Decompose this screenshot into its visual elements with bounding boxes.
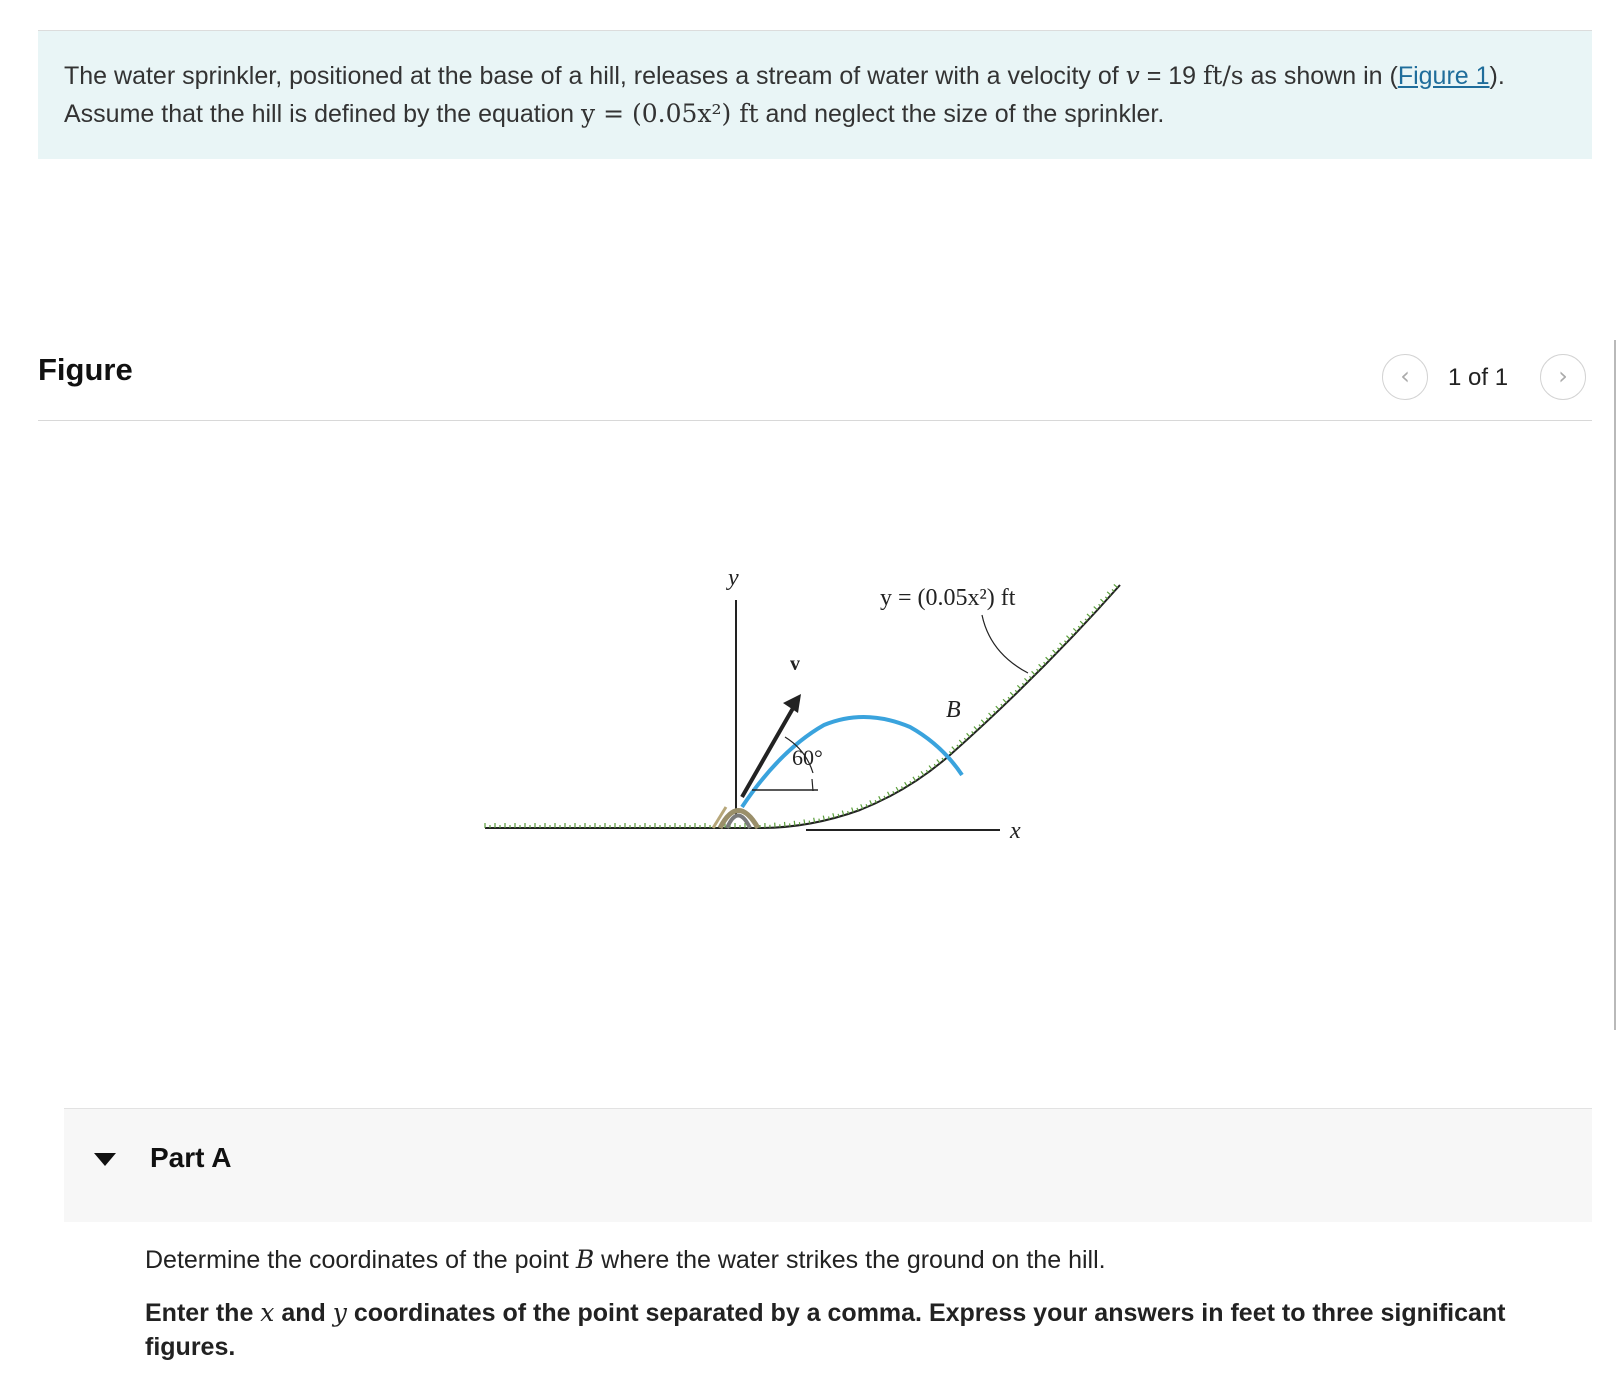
- grass-tick: [1114, 584, 1118, 587]
- grass-tick: [1017, 685, 1020, 689]
- grass-tick: [842, 811, 843, 816]
- page-count: 1 of 1: [1448, 364, 1509, 391]
- question-text-1: Determine the coordinates of the point: [145, 1246, 576, 1274]
- grass-tick: [1046, 657, 1050, 661]
- angle-label: 60°: [792, 745, 823, 770]
- velocity-symbol: v: [1125, 61, 1140, 90]
- instruction-y: y: [332, 1298, 347, 1327]
- grass-tick: [1039, 664, 1043, 668]
- chevron-right-icon[interactable]: ›: [1540, 354, 1586, 400]
- grass-tick: [861, 804, 863, 809]
- grass-tick: [1071, 633, 1073, 635]
- grass-tick: [989, 713, 992, 717]
- point-b-label: B: [946, 697, 961, 723]
- x-axis-label: x: [1010, 818, 1021, 844]
- grass-tick: [1105, 597, 1107, 599]
- grass-tick: [1015, 690, 1017, 692]
- grass-tick: [957, 745, 959, 747]
- grass-tick: [986, 718, 988, 720]
- instruction-x: x: [260, 1298, 275, 1327]
- water-trajectory: [742, 717, 962, 807]
- part-a-header[interactable]: [64, 1108, 1592, 1222]
- sprinkler-diagram: [480, 545, 1140, 865]
- grass-tick: [1092, 612, 1094, 614]
- grass-tick: [1032, 671, 1036, 675]
- grass-tick: [952, 747, 955, 751]
- grass-tick: [879, 796, 881, 800]
- problem-statement: [38, 31, 1592, 159]
- grass-tick: [974, 727, 977, 731]
- velocity-unit: ft/s: [1203, 61, 1244, 90]
- equation-leader-line: [982, 615, 1028, 673]
- grass-tick: [1053, 650, 1057, 653]
- instruction-text-2: and: [274, 1299, 333, 1327]
- grass-tick: [1037, 669, 1039, 671]
- grass-tick: [934, 764, 936, 766]
- grass-tick: [937, 760, 940, 764]
- grass-tick: [809, 821, 810, 824]
- grass-tick: [896, 787, 898, 791]
- y-axis-label: y: [728, 565, 739, 591]
- grass-tick: [1022, 683, 1024, 685]
- part-a-instruction: [145, 1296, 1585, 1364]
- grass-tick: [949, 751, 951, 753]
- problem-text-4: and neglect the size of the sprinkler.: [758, 100, 1165, 128]
- grass-tick: [979, 725, 981, 727]
- grass-tick: [972, 731, 974, 733]
- chevron-left-icon[interactable]: ‹: [1382, 354, 1428, 400]
- angle-arrow-stem: [812, 779, 813, 791]
- grass-tick: [870, 800, 872, 805]
- grass-tick: [1001, 704, 1003, 706]
- grass-tick: [918, 776, 920, 778]
- grass-tick: [888, 792, 890, 796]
- grass-tick: [1060, 643, 1064, 646]
- question-text-2: where the water strikes the ground on the hill.: [594, 1246, 1106, 1274]
- grass-tick: [967, 733, 970, 737]
- ground-profile: [485, 585, 1120, 828]
- instruction-text-1: Enter the: [145, 1299, 261, 1327]
- curve-equation-label: y = (0.05x²) ft: [880, 585, 1016, 611]
- figure-pager: [1382, 354, 1592, 404]
- grass-tick: [1064, 641, 1066, 643]
- question-point: B: [575, 1245, 595, 1274]
- problem-text-3: ). Assume that the hill is defined by the equation: [64, 62, 1505, 128]
- problem-text-1: The water sprinkler, positioned at the base of a hill, releases a stream of water with a velocity of: [64, 62, 1126, 90]
- grass-tick: [1107, 592, 1111, 595]
- grass-tick: [804, 819, 805, 824]
- grass-tick: [1100, 599, 1104, 602]
- grass-tick: [926, 770, 928, 772]
- grass-tick: [1078, 626, 1080, 628]
- grass-tick: [1058, 648, 1060, 650]
- grass-tick: [1085, 619, 1087, 621]
- grass-tick: [964, 738, 966, 740]
- figure-divider: [38, 420, 1592, 421]
- figure-link[interactable]: Figure 1: [1397, 62, 1490, 90]
- scrollbar[interactable]: [1614, 340, 1616, 1030]
- grass-tick: [1051, 655, 1053, 657]
- grass-tick: [819, 819, 820, 822]
- instruction-text-3: coordinates of the point separated by a comma. Express your answers in feet to three significant figures.: [145, 1299, 1506, 1361]
- grass-tick: [1029, 676, 1031, 678]
- grass-tick: [959, 740, 962, 744]
- grass-tick: [1112, 589, 1114, 591]
- figure-heading: Figure: [38, 352, 133, 387]
- velocity-label: v: [790, 653, 800, 675]
- grass-tick: [1024, 678, 1028, 682]
- grass-tick: [1003, 699, 1006, 703]
- grass-tick: [1066, 636, 1070, 639]
- part-a-title: Part A: [150, 1142, 232, 1173]
- grass-tick: [1080, 621, 1084, 624]
- grass-tick: [921, 771, 924, 775]
- grass-tick: [1010, 692, 1013, 696]
- grass-texture: [485, 584, 1118, 828]
- grass-tick: [838, 814, 839, 817]
- grass-tick: [929, 766, 932, 770]
- grass-tick: [913, 777, 916, 781]
- grass-tick: [794, 821, 795, 826]
- grass-tick: [1044, 662, 1046, 664]
- grass-tick: [1087, 614, 1091, 617]
- grass-tick: [905, 782, 908, 786]
- grass-tick: [1094, 607, 1098, 610]
- grass-tick: [981, 720, 984, 724]
- grass-tick: [1099, 604, 1101, 606]
- problem-text-2: as shown in (: [1243, 62, 1398, 90]
- part-a-question: [145, 1242, 1585, 1278]
- grass-tick: [1008, 697, 1010, 699]
- grass-tick: [996, 706, 999, 710]
- grass-tick: [852, 808, 854, 813]
- grass-tick: [942, 758, 944, 760]
- grass-tick: [910, 781, 912, 784]
- hill-equation: y = (0.05x²) ft: [581, 99, 759, 128]
- grass-tick: [829, 816, 830, 819]
- velocity-value: = 19: [1139, 62, 1204, 90]
- grass-tick: [1073, 628, 1077, 631]
- grass-tick: [994, 711, 996, 713]
- caret-down-icon[interactable]: [94, 1153, 116, 1166]
